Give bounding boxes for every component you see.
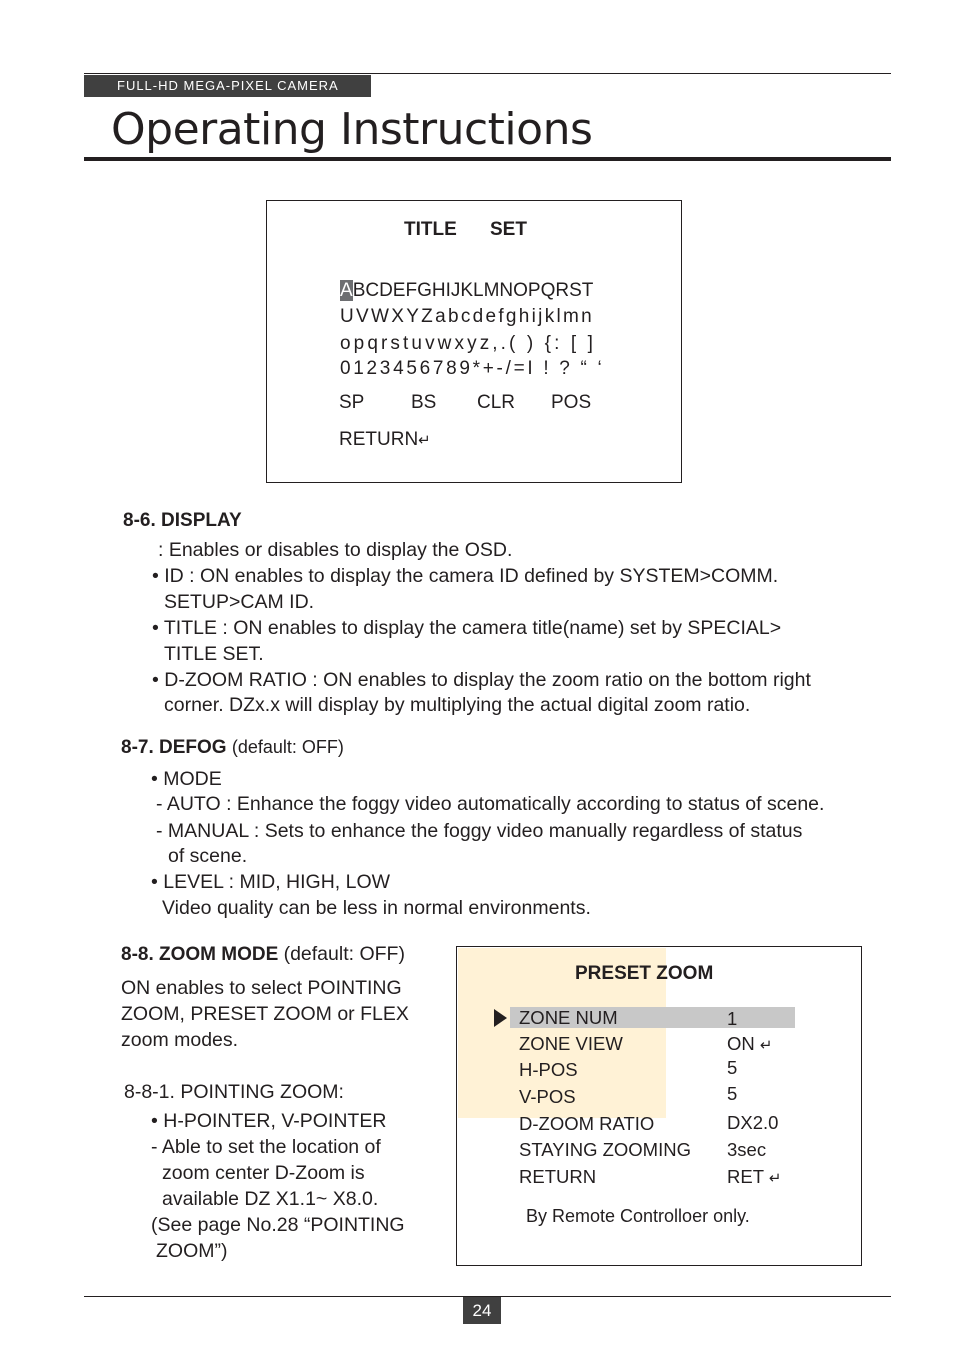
menu-label-return: RETURN <box>519 1166 597 1187</box>
zoom-mode-intro-line: zoom modes. <box>121 1029 239 1051</box>
header-tag: FULL-HD MEGA-PIXEL CAMERA <box>84 75 371 97</box>
title-set-return-label: RETURN <box>339 429 419 450</box>
display-line: corner. DZx.x will display by multiplying the actual digital zoom ratio. <box>164 694 751 716</box>
menu-value-v-pos: 5 <box>727 1083 738 1104</box>
menu-label-h-pos: H-POS <box>519 1059 578 1080</box>
pointing-zoom-line: (See page No.28 “POINTING <box>151 1214 405 1236</box>
cmd-bs: BS <box>411 392 437 413</box>
menu-label-zone-num: ZONE NUM <box>519 1007 618 1028</box>
display-line: : Enables or disables to display the OSD. <box>158 539 513 561</box>
enter-icon: ↵ <box>768 1170 782 1187</box>
menu-label-zone-view: ZONE VIEW <box>519 1033 623 1054</box>
menu-value-return <box>727 1166 781 1188</box>
display-line: TITLE SET. <box>164 643 264 665</box>
cmd-clr: CLR <box>477 392 516 413</box>
remote-only-note: By Remote Controlloer only. <box>526 1206 750 1226</box>
display-line: • TITLE : ON enables to display the camera title(name) set by SPECIAL> <box>152 617 782 639</box>
defog-default-note: (default: OFF) <box>231 737 344 757</box>
defog-heading <box>121 737 344 759</box>
menu-label-d-zoom-ratio: D-ZOOM RATIO <box>519 1113 655 1134</box>
menu-value-zone-num: 1 <box>727 1008 738 1029</box>
zoom-mode-intro-line: ON enables to select POINTING <box>121 977 402 999</box>
defog-heading-text: 8-7. DEFOG <box>121 737 227 758</box>
defog-line: - MANUAL : Sets to enhance the foggy video manually regardless of status <box>156 820 803 842</box>
menu-value-d-zoom-ratio: DX2.0 <box>727 1112 779 1133</box>
zoom-mode-heading-text: 8-8. ZOOM MODE <box>121 944 279 965</box>
preset-zoom-heading: PRESET ZOOM <box>575 963 714 984</box>
pointing-zoom-heading: 8-8-1. POINTING ZOOM: <box>124 1081 344 1103</box>
display-heading: 8-6. DISPLAY <box>123 510 242 531</box>
menu-label-v-pos: V-POS <box>519 1086 576 1107</box>
return-icon: ↵ <box>418 432 431 449</box>
page-number: 24 <box>463 1297 501 1324</box>
menu-value-h-pos: 5 <box>727 1057 738 1078</box>
display-line: • ID : ON enables to display the camera ID defined by SYSTEM>COMM. <box>152 565 779 587</box>
header-top-rule <box>84 73 891 74</box>
defog-line: Video quality can be less in normal environments. <box>162 897 591 919</box>
pointing-zoom-line: available DZ X1.1~ X8.0. <box>162 1188 379 1210</box>
char-cursor: A <box>340 280 353 301</box>
char-row-4: 0123456789*+-/=I ! ? “ ‘ <box>340 358 605 379</box>
pointing-zoom-line: zoom center D-Zoom is <box>162 1162 365 1184</box>
cmd-sp: SP <box>339 392 365 413</box>
return-value: RET <box>727 1166 764 1187</box>
title-set-heading-title: TITLE <box>404 219 457 240</box>
defog-line: - AUTO : Enhance the foggy video automatically according to status of scene. <box>156 793 825 815</box>
enter-icon: ↵ <box>759 1037 773 1054</box>
cursor-arrow-icon <box>494 1009 507 1027</box>
display-line: • D-ZOOM RATIO : ON enables to display the zoom ratio on the bottom right <box>152 669 811 691</box>
cmd-pos: POS <box>551 392 592 413</box>
title-rule <box>84 157 891 161</box>
defog-line: • MODE <box>151 768 222 790</box>
zoom-mode-default-note: (default: OFF) <box>283 943 405 965</box>
page-title: Operating Instructions <box>111 104 593 155</box>
pointing-zoom-line: - Able to set the location of <box>151 1136 381 1158</box>
zoom-mode-intro-line: ZOOM, PRESET ZOOM or FLEX <box>121 1003 409 1025</box>
char-row-1 <box>340 280 593 302</box>
pointing-zoom-line: • H-POINTER, V-POINTER <box>151 1110 387 1132</box>
zoom-mode-heading <box>121 943 405 966</box>
pointing-zoom-line: ZOOM”) <box>156 1240 228 1262</box>
menu-label-staying-zooming: STAYING ZOOMING <box>519 1139 691 1160</box>
zone-view-value: ON <box>727 1033 755 1054</box>
menu-value-zone-view <box>727 1033 772 1055</box>
display-line: SETUP>CAM ID. <box>164 591 315 613</box>
char-row-3: opqrstuvwxyz,.( ) {: [ ] <box>340 333 597 354</box>
char-row-2: UVWXYZabcdefghijklmn <box>340 306 595 327</box>
title-set-return <box>339 429 431 451</box>
char-row-1-text: BCDEFGHIJKLMNOPQRST <box>352 280 594 301</box>
defog-line: • LEVEL : MID, HIGH, LOW <box>151 871 391 893</box>
title-set-heading-set: SET <box>490 219 527 240</box>
defog-line: of scene. <box>168 845 248 867</box>
menu-value-staying-zooming: 3sec <box>727 1139 767 1160</box>
